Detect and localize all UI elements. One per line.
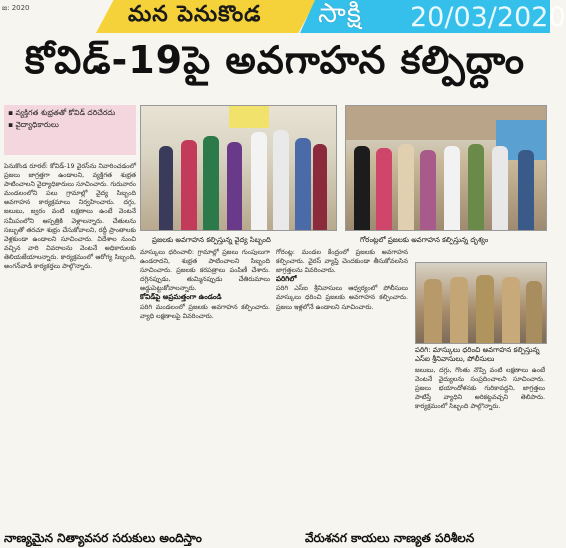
highlight-item: ▪ వ్యక్తిగత శుభ్రతతో కోవిడ్ దరిచేరదు	[8, 108, 116, 117]
bottom-headline: వేరుశనగ కాయలు నాణ్యత పరిశీలన	[305, 531, 475, 545]
subheading: పరిగిలో	[276, 275, 297, 284]
page-header	[0, 0, 566, 33]
photo-caption: ప్రజలకు అవగాహన కల్పిస్తున్న వైద్య సిబ్బంది	[152, 236, 271, 244]
photo-town-awareness	[345, 105, 547, 231]
column-text: పరిగి ఎస్‌ఐ శ్రీనివాసులు ఆధ్వర్యంలో పోలీసులు మాస్కులు ధరించి ప్రజలకు అవగాహన కల్పించారు. ప్రజలు ఇళ్లలోనే ఉండాలని సూచించారు.	[276, 284, 408, 311]
photo-police	[415, 262, 547, 344]
photo-medical-staff	[140, 105, 337, 231]
next-headlines	[0, 530, 550, 547]
column-text: గోరంట్ల: మండల కేంద్రంలో ప్రజలకు అవగాహన కల్పించారు. వైరస్ వ్యాప్తి చెందకుండా తీసుకోవలసిన జాగ్రత్తలను వివరించారు.	[276, 248, 408, 275]
date-stub: జ: 2020	[0, 0, 160, 33]
bottom-headline: నాణ్యమైన నిత్యావసర సరుకులు అందిస్తాం	[4, 531, 202, 545]
column-text: మాస్కులు ధరించాలి: గ్రామాల్లో ప్రజలు గుంపులుగా ఉండరాదని, శుభ్రత పాటించాలని సిబ్బంది సూచించారు. ప్రజలకు కరపత్రాలు పంపిణీ చేశారు. దగ్గినప్పుడు, తుమ్మినప్పుడు చేతిరుమాలు అడ్డుపెట్టుకోవాలన్నారు.	[140, 248, 270, 293]
article-column	[140, 248, 270, 528]
article-column: జలుబు, దగ్గు, గొంతు నొప్పి వంటి లక్షణాలు ఉంటే వెంటనే వైద్యులను సంప్రదించాలని సూచించారు. ప్రజలు భయాందోళనకు గురికావద్దని, జాగ్రత్తలు పాటిస్తే వ్యాధిని అరికట్టవచ్చని తెలిపారు. కార్యక్రమంలో సిబ్బంది పాల్గొన్నారు.	[415, 366, 545, 411]
photo-caption: గోరంట్లలో ప్రజలకు అవగాహన కల్పిస్తున్న దృశ్యం	[360, 236, 489, 244]
edition-date: 20/03/2020	[410, 2, 566, 33]
headline: కోవిడ్-19పై అవగాహన కల్పిద్దాం	[24, 38, 526, 82]
article-column	[276, 248, 408, 528]
brand-logo: సాక్షి	[318, 0, 362, 29]
photo-caption: పరిగి: మాస్కులు ధరించి అవగాహన కల్పిస్తున్న ఎస్‌ఐ శ్రీనివాసులు, పోలీసులు	[415, 346, 540, 363]
highlight-box	[4, 105, 136, 155]
article-column: పెనుకొండ రూరల్: కోవిడ్-19 వైరస్‌ను నివారించడంలో ప్రజలు జాగ్రత్తగా ఉండాలని, వ్యక్తిగత శుభ్రత పాటించాలని వైద్యాధికారులు సూచించారు. గురువారం మండలంలోని పలు గ్రామాల్లో వైద్య సిబ్బంది అవగాహన కార్యక్రమాలు నిర్వహించారు. దగ్గు, జలుబు, జ్వరం వంటి లక్షణాలు ఉంటే వెంటనే సమీపంలోని ఆస్పత్రికి వెళ్లాలన్నారు. చేతులను సబ్బుతో తరచూ శుభ్రం చేసుకోవాలని, రద్దీ ప్రాంతాలకు వెళ్లకుండా ఉండాలని సూచించారు. విదేశాల నుంచి వచ్చిన వారి వివరాలను వెంటనే అధికారులకు తెలియజేయాలన్నారు. కార్యక్రమంలో ఆరోగ్య సిబ్బంది, అంగన్‌వాడీ కార్యకర్తలు పాల్గొన్నారు.	[4, 162, 136, 271]
subheading: కోవిడ్‌పై అప్రమత్తంగా ఉండండి	[140, 293, 222, 302]
section-name: మన పెనుకొండ	[128, 2, 262, 27]
highlight-item: ▪ వైద్యాధికారులు	[8, 120, 59, 129]
column-text: పరిగి మండలంలో ప్రజలకు అవగాహన కల్పించారు. వ్యాధి లక్షణాలపై వివరించారు.	[140, 302, 270, 320]
